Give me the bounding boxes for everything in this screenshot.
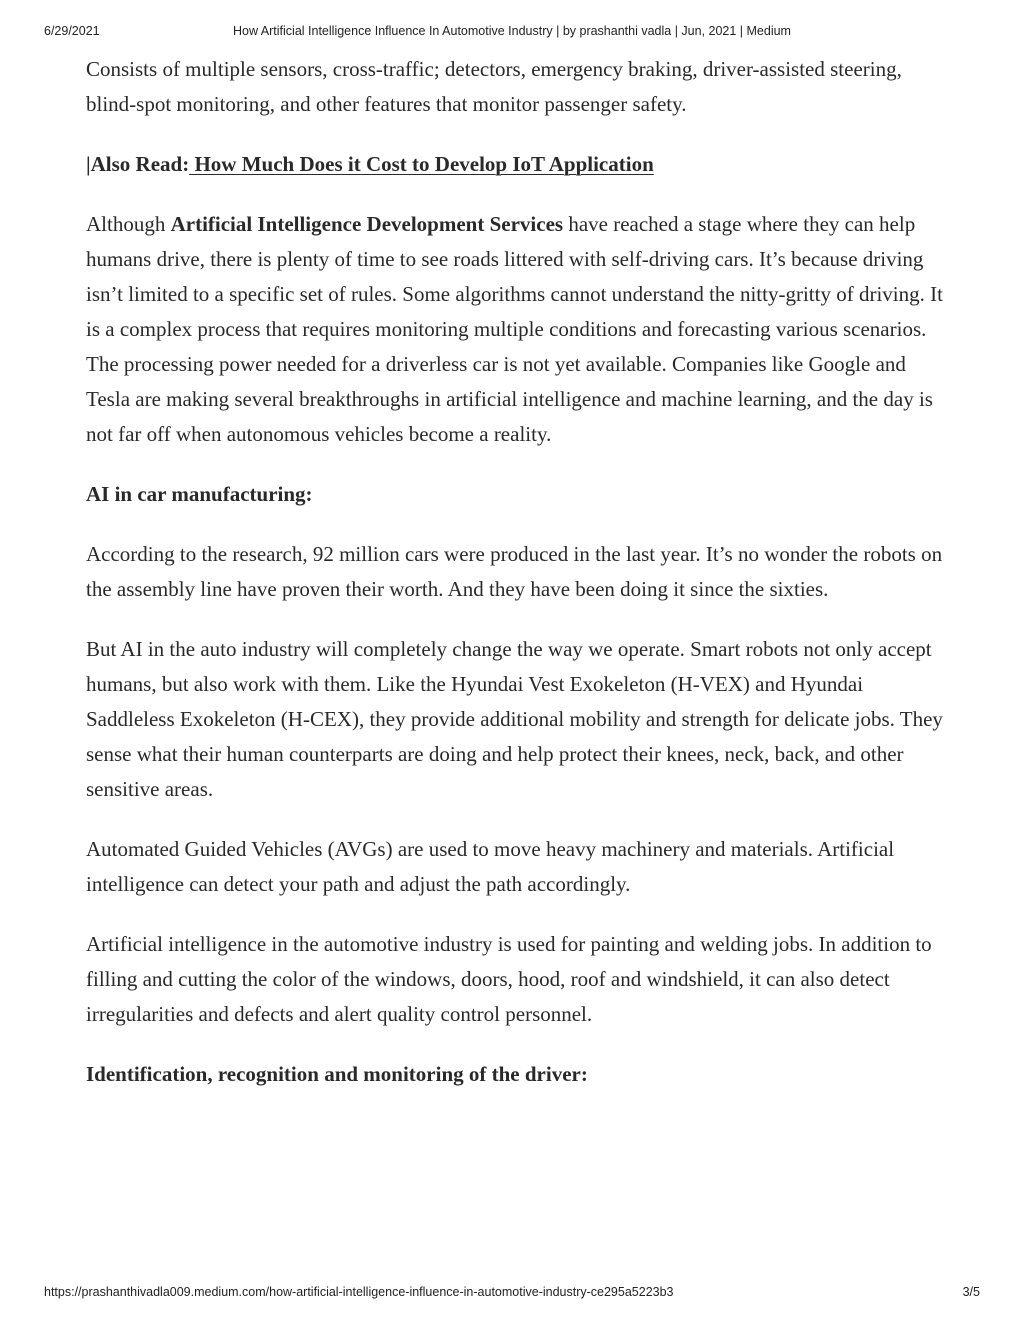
paragraph-agv: Automated Guided Vehicles (AVGs) are used to move heavy machinery and materials. Artificial intelligence can detect your path and adjust the path accordingly. xyxy=(86,837,895,896)
print-date: 6/29/2021 xyxy=(44,24,100,38)
paragraph-rest: have reached a stage where they can help humans drive, there is plenty of time to see roads littered with self-driving cars. It’s because driving isn’t limited to a specific set of rules. Some algorithms cannot understand the nitty-gritty of driving. It is a complex process that requires monitoring multiple conditions and forecasting various scenarios. The processing power needed for a driverless car is not yet available. Companies like Google and Tesla are making several breakthroughs in artificial intelligence and machine learning, and the day is not far off when autonomous vehicles become a reality. xyxy=(86,212,943,446)
heading-car-manufacturing: AI in car manufacturing: xyxy=(86,482,313,506)
paragraph-safety-features: Consists of multiple sensors, cross-traffic; detectors, emergency braking, driver-assisted steering, blind-spot monitoring, and other features that monitor passenger safety. xyxy=(86,57,902,116)
paragraph-research: According to the research, 92 million cars were produced in the last year. It’s no wonder the robots on the assembly line have proven their worth. And they have been doing it since the sixties. xyxy=(86,542,943,601)
page-number: 3/5 xyxy=(962,1285,980,1299)
heading-driver-monitoring: Identification, recognition and monitoring of the driver: xyxy=(86,1062,588,1086)
also-read-link[interactable]: How Much Does it Cost to Develop IoT Application xyxy=(189,152,654,176)
print-footer xyxy=(44,1285,980,1301)
paragraph-ai-development xyxy=(86,207,946,452)
article-body xyxy=(86,52,946,1117)
paragraph-painting-welding: Artificial intelligence in the automotive industry is used for painting and welding jobs. In addition to filling and cutting the color of the windows, doors, hood, roof and windshield, it can also detect irregularities and defects and alert quality control personnel. xyxy=(86,932,932,1026)
page-url: https://prashanthivadla009.medium.com/how-artificial-intelligence-influence-in-automotive-industry-ce295a5223b3 xyxy=(44,1285,674,1299)
print-title: How Artificial Intelligence Influence In Automotive Industry | by prashanthi vadla | Jun, 2021 | Medium xyxy=(233,24,791,38)
paragraph-smart-robots: But AI in the auto industry will completely change the way we operate. Smart robots not only accept humans, but also work with them. Like the Hyundai Vest Exokeleton (H-VEX) and Hyundai Saddleless Exokeleton (H-CEX), they provide additional mobility and strength for delicate jobs. They sense what their human counterparts are doing and help protect their knees, neck, back, and other sensitive areas. xyxy=(86,637,943,801)
also-read-label: |Also Read: xyxy=(86,152,190,176)
print-header xyxy=(44,24,980,40)
paragraph-lead: Although xyxy=(86,212,171,236)
ai-development-services-bold: Artificial Intelligence Development Services xyxy=(170,212,564,236)
also-read xyxy=(86,147,946,182)
